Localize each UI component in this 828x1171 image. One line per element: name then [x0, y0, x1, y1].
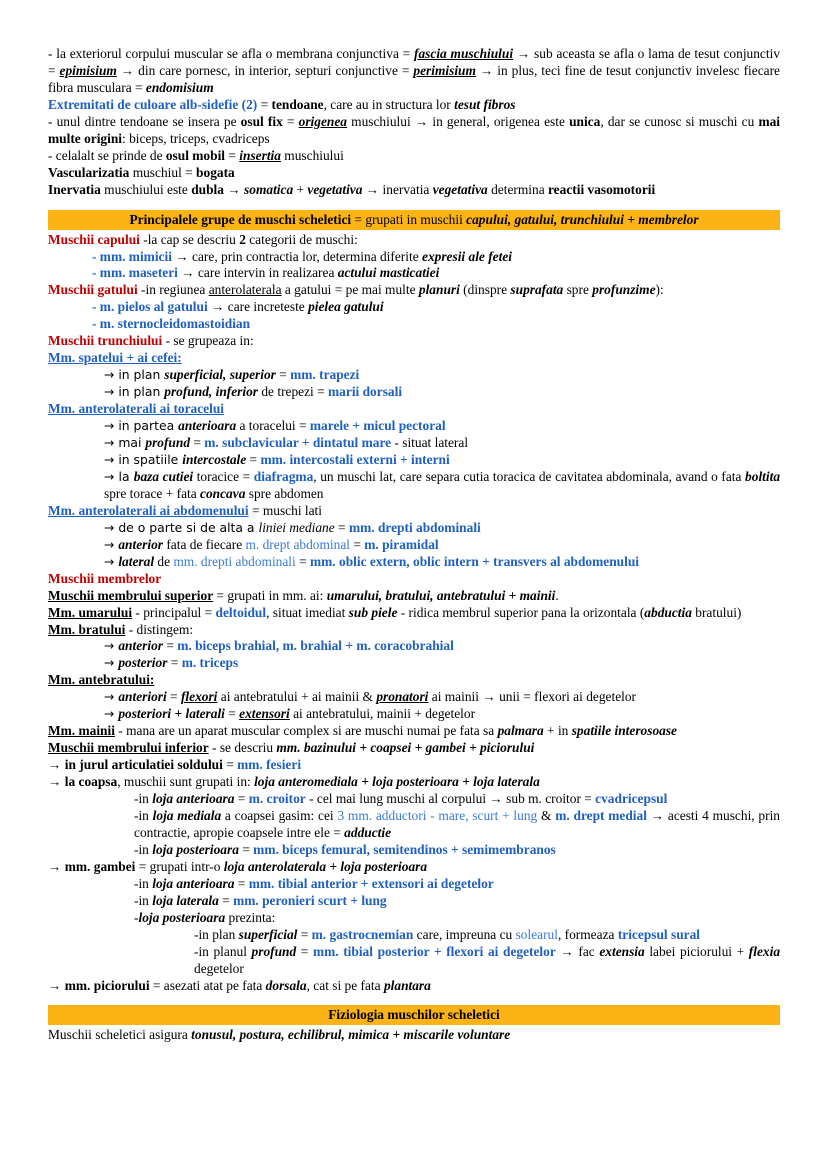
text-segment: -in planul — [194, 943, 252, 959]
term-superficial-superior: superficial, superior — [164, 367, 276, 383]
arrow-icon: → — [104, 536, 119, 552]
text-segment: de — [154, 553, 174, 569]
term-profund-gamba: profund — [251, 943, 297, 959]
term-m-piramidal: m. piramidal — [364, 536, 439, 552]
text-segment: - — [134, 909, 139, 925]
text-segment: ): — [655, 282, 664, 298]
text-segment: = — [282, 113, 299, 129]
term-lateral: lateral — [118, 553, 155, 569]
arrow-icon: → — [104, 706, 119, 722]
subheading-mm-antebratului — [48, 672, 780, 689]
text-segment: a coapsei gasim: cei — [221, 807, 338, 823]
term-marii-dorsali: marii dorsali — [328, 384, 403, 400]
text-segment: = — [222, 757, 238, 773]
term-m-triceps: m. triceps — [181, 655, 239, 671]
text-segment: = — [295, 553, 310, 569]
term-extensia: extensia — [599, 943, 645, 959]
text-segment: ai antebratului + ai mainii & — [217, 689, 377, 705]
heading-mm-spatelui: Mm. spatelui + ai cefei: — [48, 350, 182, 366]
term-masticatie: actului masticatiei — [337, 265, 440, 281]
term-loja-laterala-gamba: loja laterala — [152, 892, 219, 908]
heading-extremitati: Extremitati de culoare alb-sidefie (2) — [48, 96, 258, 112]
text-segment: . — [555, 587, 559, 603]
list-item-maseteri — [48, 265, 780, 282]
paragraph-fiziologia — [48, 1027, 780, 1044]
term-dubla: dubla — [191, 181, 224, 197]
section-banner-grupe-muschi — [48, 210, 780, 230]
heading-muschii-gatului: Muschii gatului — [48, 282, 138, 298]
text-segment: - cel mai lung muschi al corpului → sub m. croitor = — [305, 791, 596, 807]
term-reactii-vasomotorii: reactii vasomotorii — [547, 181, 656, 197]
text-segment: = — [350, 536, 365, 552]
heading-membru-superior: Muschii membrului superior — [48, 587, 214, 603]
term-loji-coapsa: loja anteromediala + loja posterioara + loja laterala — [254, 774, 540, 790]
term-grupe-membru-inferior: mm. bazinului + coapsei + gambei + piciorului — [276, 740, 535, 756]
text-segment: - celalalt se prinde de — [48, 147, 166, 163]
term-anterioara: anterioara — [178, 418, 237, 434]
text-segment: , formeaza — [557, 926, 618, 942]
paragraph-muschii-gatului — [48, 282, 780, 299]
term-tibial-anterior: mm. tibial anterior + extensori ai degetelor — [248, 875, 494, 891]
text-segment: , un muschi lat, care separa cutia toracica de cavitatea abdominala, avand o fata — [313, 468, 746, 484]
term-pectoral: marele + micul pectoral — [309, 418, 446, 434]
count-categorii: 2 — [239, 231, 246, 247]
text-segment: - situat lateral — [391, 435, 469, 451]
text-segment: spre — [563, 282, 593, 298]
paragraph-insertia — [48, 148, 780, 165]
list-item-extensori — [48, 706, 780, 723]
term-mm-drepti-abdominali-2: mm. drepti abdominali — [173, 553, 296, 569]
term-dorsala: dorsala — [265, 977, 307, 993]
paragraph-muschii-membrelor — [48, 571, 780, 588]
paragraph-extremitati — [48, 97, 780, 114]
text-segment: spre abdomen — [245, 485, 324, 501]
term-posteriori-laterali: posteriori + laterali — [118, 706, 225, 722]
text-segment: muschiului este — [100, 181, 192, 197]
paragraph-mm-umarului — [48, 605, 780, 622]
text-segment: = — [246, 451, 261, 467]
list-item-loja-anterioara-coapsa — [48, 791, 780, 808]
arrow-icon: → in partea — [104, 418, 179, 434]
list-item-tibial-posterior — [48, 944, 780, 978]
text-segment: → inervatia — [362, 181, 433, 197]
text-segment: , care au in structura lor — [323, 96, 455, 112]
text-segment: , situat imediat — [266, 604, 349, 620]
term-origenea: origenea — [298, 113, 347, 129]
term-m-croitor: m. croitor — [248, 791, 306, 807]
arrow-icon: → — [104, 638, 119, 654]
text-segment: , dar se cunosc si muschi cu — [600, 113, 759, 129]
term-vegetativa: vegetativa — [307, 181, 363, 197]
term-m-drept-abdominal: m. drept abdominal — [245, 536, 350, 552]
text-segment: - principalul = — [132, 604, 216, 620]
term-flexia: flexia — [748, 943, 781, 959]
term-flexori: flexori — [180, 689, 218, 705]
heading-muschii-membrelor: Muschii membrelor — [48, 570, 162, 586]
text-segment: → — [223, 181, 245, 197]
term-loji-gamba: loja anterolaterala + loja posterioara — [223, 858, 428, 874]
text-segment: = grupati intr-o — [135, 858, 224, 874]
text-segment: → care intervin in realizarea — [177, 265, 338, 281]
text-segment: = asezati atat pe fata — [149, 977, 266, 993]
text-segment: → din care pornesc, in interior, septuri conjunctive = — [116, 62, 414, 78]
text-segment: Muschii scheletici asigura — [48, 1027, 192, 1043]
term-solearul: solearul — [515, 926, 558, 942]
text-segment: + in — [543, 723, 572, 739]
term-tesut-fibros: tesut fibros — [454, 96, 516, 112]
term-palmara: palmara — [497, 723, 544, 739]
term-sternocleidomastoidian: - m. sternocleidomastoidian — [92, 316, 251, 332]
arrow-icon: → mai — [104, 435, 146, 451]
text-segment: = muschi lati — [248, 502, 322, 518]
term-m-pielos: - m. pielos al gatului — [92, 299, 208, 315]
term-cvadricepsul: cvadricepsul — [595, 791, 668, 807]
paragraph-muschii-capului — [48, 232, 780, 249]
term-suprafata: suprafata — [510, 282, 564, 298]
term-spatiile-interosoase: spatiile interosoase — [571, 723, 677, 739]
list-item-flexori — [48, 689, 780, 706]
term-perimisium: perimisium — [413, 62, 476, 78]
term-anterior: anterior — [118, 536, 163, 552]
term-diafragma: diafragma — [253, 468, 314, 484]
text-segment: = grupati in muschii — [351, 211, 467, 227]
section-banner-fiziologia — [48, 1005, 780, 1025]
term-grupe-membru-superior: umarului, bratului, antebratului + mainii — [326, 587, 556, 603]
text-segment: care, impreuna cu — [413, 926, 516, 942]
term-abductia: abductia — [644, 604, 692, 620]
term-loja-posterioara-gamba: loja posterioara — [138, 909, 226, 925]
heading-mm-umarului: Mm. umarului — [48, 604, 133, 620]
list-item-trapezi — [48, 367, 780, 384]
text-segment: - unul dintre tendoane se insera pe — [48, 113, 241, 129]
term-profund: profund — [145, 435, 191, 451]
banner-subtitle: capului, gatului, trunchiului + membrelor — [466, 211, 699, 227]
list-item-marii-dorsali — [48, 384, 780, 401]
text-segment: → care, prin contractia lor, determina diferite — [171, 248, 423, 264]
text-segment: -la cap se descriu — [139, 231, 240, 247]
list-item-intercostali — [48, 452, 780, 469]
arrow-icon: → la — [104, 468, 134, 484]
term-concava: concava — [200, 485, 246, 501]
text-segment: - se grupeaza in: — [162, 333, 254, 349]
text-segment: = — [296, 943, 313, 959]
banner-title-fiziologia: Fiziologia muschilor scheletici — [328, 1007, 500, 1023]
text-segment: -in — [134, 875, 153, 891]
text-segment: toracice = — [193, 468, 254, 484]
term-tibial-posterior: mm. tibial posterior + flexori ai degetelor — [312, 943, 556, 959]
term-fascia: fascia muschiului — [414, 46, 514, 61]
term-loja-anterioara-gamba: loja anterioara — [152, 875, 235, 891]
term-plantara: plantara — [383, 977, 431, 993]
heading-articulatia-soldului: → in jurul articulatiei soldului — [48, 757, 223, 773]
arrow-icon: → de o parte si de alta a — [104, 519, 259, 535]
term-insertia: insertia — [239, 147, 281, 163]
text-segment: → fac — [555, 943, 600, 959]
term-biceps-femural: mm. biceps femural, semitendinos + semimembranos — [253, 841, 556, 857]
list-item-loja-mediala-coapsa — [48, 808, 780, 842]
list-item-pectoral — [48, 418, 780, 435]
paragraph-gamba — [48, 859, 780, 876]
term-adductie: adductie — [344, 824, 392, 840]
heading-vascularizatia: Vascularizatia — [48, 164, 130, 180]
text-segment: → in plus, teci fine de tesut conjunctiv invelesc fiecare fibra musculara = — [48, 62, 780, 95]
term-mm-mimicii: - mm. mimicii — [92, 248, 172, 264]
text-segment: → sub aceasta se afla o lama de tesut conjunctiv = — [48, 46, 781, 78]
text-segment: -in — [134, 841, 153, 857]
heading-mm-anterolaterali-abdomen: Mm. anterolaterali ai abdomenului — [48, 502, 249, 518]
list-item-oblici — [48, 554, 780, 571]
term-superficial: superficial — [238, 926, 298, 942]
term-expresii-fetei: expresii ale fetei — [422, 248, 512, 264]
list-item-subclavicular — [48, 435, 780, 452]
heading-mm-antebratului: Mm. antebratului: — [48, 672, 155, 688]
paragraph-fascia — [48, 46, 780, 97]
text-segment: ai antebratului, mainii + degetelor — [289, 706, 476, 722]
term-tendoane: tendoane — [271, 96, 324, 112]
subheading-membru-inferior — [48, 740, 780, 757]
term-triceps-sural: tricepsul sural — [617, 926, 701, 942]
term-anteriori: anteriori — [118, 689, 167, 705]
paragraph-vascularizatia — [48, 165, 780, 182]
heading-coapsa: → la coapsa — [48, 774, 118, 790]
text-segment: -in — [134, 807, 153, 823]
text-segment: prezinta: — [225, 909, 276, 925]
heading-mm-bratului: Mm. bratului — [48, 621, 126, 637]
term-deltoidul: deltoidul — [215, 604, 267, 620]
subheading-mm-bratului — [48, 622, 780, 639]
term-loja-mediala: loja mediala — [152, 807, 222, 823]
paragraph-origenea — [48, 114, 780, 148]
heading-inervatia: Inervatia — [48, 181, 101, 197]
arrow-icon: → in plan — [104, 384, 165, 400]
heading-mm-mainii: Mm. mainii — [48, 723, 115, 739]
arrow-icon: → — [104, 655, 119, 671]
text-segment: categorii de muschi: — [245, 231, 358, 247]
term-peronieri: mm. peronieri scurt + lung — [233, 892, 387, 908]
text-segment: - ridica membrul superior pana la orizontala ( — [397, 604, 645, 620]
term-m-drept-medial: m. drept medial — [555, 807, 647, 823]
term-osul-mobil: osul mobil — [165, 147, 226, 163]
term-mm-drepti-abdominali: mm. drepti abdominali — [348, 519, 481, 535]
term-mm-fesieri: mm. fesieri — [237, 757, 302, 773]
term-mai-multe-origini: mai multe origini — [48, 113, 781, 146]
text-segment: (dinspre — [459, 282, 511, 298]
term-liniei-mediane: liniei mediane — [258, 519, 335, 535]
term-mm-maseteri: - mm. maseteri — [92, 265, 178, 281]
text-segment: -in plan — [194, 926, 239, 942]
list-item-diafragma — [48, 469, 780, 503]
text-segment: - mana are un aparat muscular complex si are muschi numai pe fata sa — [114, 723, 498, 739]
paragraph-sold — [48, 757, 780, 774]
term-vegetativa-2: vegetativa — [432, 181, 488, 197]
text-segment: -in regiunea — [137, 282, 209, 298]
paragraph-mm-mainii — [48, 723, 780, 740]
text-segment: = — [257, 96, 272, 112]
paragraph-coapsa — [48, 774, 780, 791]
list-item-gastrocnemian — [48, 927, 780, 944]
term-boltita: boltita — [745, 468, 781, 484]
text-segment: , muschii sunt grupati in: — [117, 774, 255, 790]
text-segment: a gatului = pe mai multe — [281, 282, 419, 298]
term-mm-trapezi: mm. trapezi — [290, 367, 360, 383]
term-muschi-anteriori-brat: m. biceps brahial, m. brahial + m. coracobrahial — [177, 638, 454, 654]
subheading-mm-torace — [48, 401, 780, 418]
term-planuri: planuri — [418, 282, 460, 298]
paragraph-inervatia — [48, 182, 780, 199]
list-item-sternocleidomastoidian — [48, 316, 780, 333]
term-pronatori: pronatori — [376, 689, 429, 705]
text-segment: a toracelui = — [236, 418, 310, 434]
text-segment: - se descriu — [208, 740, 277, 756]
text-segment: muschiul = — [129, 164, 197, 180]
text-segment: = — [334, 519, 349, 535]
term-sub-piele: sub piele — [348, 604, 398, 620]
term-functii-muschi: tonusul, postura, echilibrul, mimica + miscarile voluntare — [191, 1027, 511, 1043]
term-intercostale: intercostale — [182, 451, 247, 467]
text-segment: = grupati in mm. ai: — [213, 587, 327, 603]
text-segment: = — [224, 706, 240, 722]
term-loja-anterioara: loja anterioara — [152, 791, 235, 807]
heading-muschii-capului: Muschii capului — [48, 231, 140, 247]
banner-title: Principalele grupe de muschi scheletici — [129, 211, 352, 227]
heading-mm-piciorului: → mm. piciorului — [48, 977, 150, 993]
text-segment: = — [167, 655, 182, 671]
heading-muschii-trunchiului: Muschii trunchiului — [48, 333, 163, 349]
list-item-piramidal — [48, 537, 780, 554]
subheading-membru-superior — [48, 588, 780, 605]
subheading-mm-spatelui — [48, 350, 780, 367]
list-item-triceps — [48, 655, 780, 672]
term-anterolaterala: anterolaterala — [208, 282, 282, 298]
term-baza-cutiei: baza cutiei — [133, 468, 194, 484]
text-segment: , cat si pe fata — [306, 977, 384, 993]
text-segment: = — [234, 875, 249, 891]
list-item-loja-posterioara-coapsa — [48, 842, 780, 859]
term-somatica: somatica — [244, 181, 294, 197]
list-item-drepti-abdominali — [48, 520, 780, 537]
text-segment: = — [234, 791, 249, 807]
text-segment: = — [218, 892, 234, 908]
text-segment: & — [537, 807, 556, 823]
term-osul-fix: osul fix — [240, 113, 283, 129]
heading-mm-gambei: → mm. gambei — [48, 858, 136, 874]
term-extensori: extensori — [239, 706, 290, 722]
arrow-icon: → — [104, 689, 119, 705]
term-gastrocnemian: m. gastrocnemian — [311, 926, 414, 942]
text-segment: : biceps, triceps, cvadriceps — [122, 130, 270, 146]
heading-membru-inferior: Muschii membrului inferior — [48, 740, 209, 756]
term-endomisium: endomisium — [145, 79, 214, 95]
text-segment: muschiului → in general, origenea este — [347, 113, 570, 129]
text-segment: → acesti 4 muschi, prin contractie, apropie coapsele intre ele = — [134, 807, 780, 840]
term-pielea-gatului: pielea gatului — [308, 299, 384, 315]
text-segment: = — [190, 435, 205, 451]
arrow-icon: → in spatiile — [104, 451, 183, 467]
arrow-icon: → in plan — [104, 367, 165, 383]
text-segment: + — [293, 181, 308, 197]
term-unica: unica — [569, 113, 601, 129]
term-profund-inferior: profund, inferior — [164, 384, 259, 400]
term-posterior-brat: posterior — [118, 655, 168, 671]
term-adductori: 3 mm. adductori - mare, scurt + lung — [337, 807, 538, 823]
list-item-loja-anterioara-gamba — [48, 876, 780, 893]
list-item-mimicii — [48, 249, 780, 266]
paragraph-mm-piciorului — [48, 978, 780, 995]
text-segment: ai mainii → unii = flexori ai degetelor — [428, 689, 637, 705]
text-segment: fata de fiecare — [162, 536, 246, 552]
term-subclavicular-dintatul: m. subclavicular + dintatul mare — [204, 435, 392, 451]
text-segment: = — [225, 147, 240, 163]
list-item-biceps-brahial — [48, 638, 780, 655]
text-segment: de trepezi = — [258, 384, 329, 400]
text-segment: -in — [134, 892, 153, 908]
term-profunzime: profunzime — [592, 282, 656, 298]
term-mm-intercostali: mm. intercostali externi + interni — [260, 451, 450, 467]
paragraph-muschii-trunchiului — [48, 333, 780, 350]
text-segment: degetelor — [194, 960, 244, 976]
text-segment: labei piciorului + — [644, 943, 749, 959]
text-segment: = — [297, 926, 312, 942]
text-segment: = — [162, 638, 178, 654]
text-segment: muschiului — [280, 147, 344, 163]
text-segment: = — [166, 689, 181, 705]
text-segment: -in — [134, 791, 153, 807]
text-segment: = — [238, 841, 254, 857]
term-loja-posterioara: loja posterioara — [152, 841, 239, 857]
arrow-icon: → — [104, 553, 119, 569]
list-item-loja-laterala-gamba — [48, 893, 780, 910]
term-oblic-transvers: mm. oblic extern, oblic intern + transvers al abdomenului — [310, 553, 639, 569]
text-segment: - distingem: — [125, 621, 194, 637]
text-segment: bratului) — [691, 604, 742, 620]
term-epimisium: epimisium — [59, 62, 117, 78]
subheading-mm-abdomen — [48, 503, 780, 520]
text-segment: → care increteste — [207, 299, 309, 315]
text-segment: = — [275, 367, 291, 383]
heading-mm-anterolaterali-torace: Mm. anterolaterali ai toracelui — [48, 401, 225, 417]
list-item-pielos-gatului — [48, 299, 780, 316]
list-item-loja-posterioara-gamba — [48, 910, 780, 927]
text-segment: determina — [487, 181, 548, 197]
term-bogata: bogata — [196, 164, 235, 180]
term-anterior-brat: anterior — [118, 638, 163, 654]
text-segment: - la exteriorul corpului muscular se afla o membrana conjunctiva = — [48, 46, 415, 61]
text-segment: spre torace + fata — [104, 485, 201, 501]
